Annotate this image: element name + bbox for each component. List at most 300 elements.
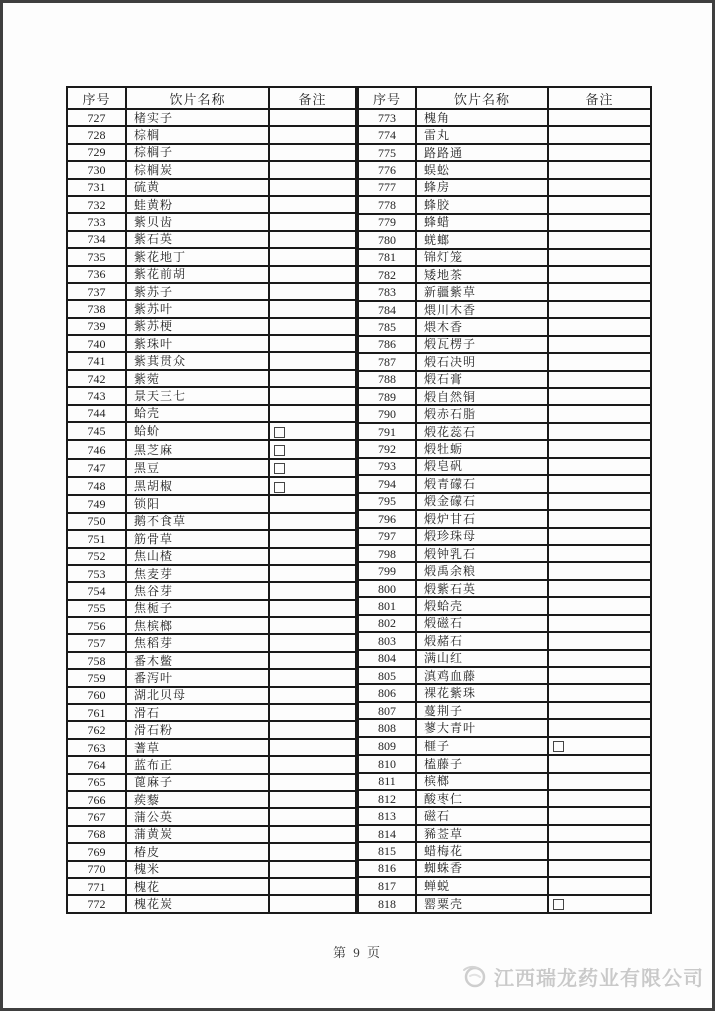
name-cell: 煅牡蛎 <box>416 440 548 457</box>
serial-cell: 735 <box>67 248 126 265</box>
remark-cell <box>548 196 651 213</box>
serial-cell: 746 <box>67 440 126 458</box>
remark-cell <box>269 704 356 721</box>
remark-cell <box>269 895 356 913</box>
remark-cell <box>548 667 651 684</box>
header-name: 饮片名称 <box>126 87 269 109</box>
remark-cell <box>548 179 651 196</box>
name-cell: 槐花 <box>126 878 269 895</box>
table-row <box>67 617 356 634</box>
name-cell: 罂粟壳 <box>416 895 548 913</box>
remark-cell <box>548 615 651 632</box>
header-row <box>67 87 356 109</box>
checkbox-icon[interactable] <box>274 445 285 456</box>
remark-cell <box>269 878 356 895</box>
table-row <box>67 530 356 547</box>
remark-cell <box>548 493 651 510</box>
remark-cell <box>269 600 356 617</box>
header-row <box>358 87 651 109</box>
remark-cell <box>269 687 356 704</box>
remark-cell <box>548 336 651 353</box>
serial-cell: 743 <box>67 387 126 404</box>
remark-cell <box>548 755 651 772</box>
table-row <box>67 634 356 651</box>
table-row <box>358 895 651 913</box>
name-cell: 槟榔 <box>416 773 548 790</box>
serial-cell: 799 <box>358 562 416 579</box>
name-cell: 棕榈 <box>126 126 269 143</box>
name-cell: 蒲黄炭 <box>126 826 269 843</box>
table-row <box>358 702 651 719</box>
table-row <box>358 388 651 405</box>
table-row <box>67 109 356 126</box>
serial-cell: 808 <box>358 719 416 736</box>
remark-cell <box>548 825 651 842</box>
name-cell: 蜂胶 <box>416 196 548 213</box>
name-cell: 磁石 <box>416 807 548 824</box>
serial-cell: 814 <box>358 825 416 842</box>
name-cell: 雷丸 <box>416 126 548 143</box>
serial-cell: 766 <box>67 791 126 808</box>
name-cell: 蓼大青叶 <box>416 719 548 736</box>
name-cell: 煅皂矾 <box>416 458 548 475</box>
remark-cell <box>269 617 356 634</box>
remark-cell <box>548 458 651 475</box>
table-row <box>67 231 356 248</box>
table-row <box>358 545 651 562</box>
serial-cell: 727 <box>67 109 126 126</box>
name-cell: 鹅不食草 <box>126 513 269 530</box>
remark-cell <box>548 684 651 701</box>
remark-cell <box>548 650 651 667</box>
serial-cell: 732 <box>67 196 126 213</box>
serial-cell: 787 <box>358 353 416 370</box>
remark-cell <box>269 495 356 512</box>
name-cell: 槐米 <box>126 861 269 878</box>
serial-cell: 741 <box>67 352 126 369</box>
header-name: 饮片名称 <box>416 87 548 109</box>
remark-cell <box>269 669 356 686</box>
name-cell: 槐角 <box>416 109 548 126</box>
remark-cell <box>548 475 651 492</box>
serial-cell: 798 <box>358 545 416 562</box>
table-row <box>358 719 651 736</box>
remark-cell <box>548 807 651 824</box>
company-name: 江西瑞龙药业有限公司 <box>494 967 704 990</box>
serial-cell: 742 <box>67 370 126 387</box>
remark-cell <box>269 634 356 651</box>
remark-cell <box>548 790 651 807</box>
remark-cell <box>269 808 356 825</box>
remark-cell <box>548 702 651 719</box>
remark-cell <box>269 477 356 495</box>
serial-cell: 782 <box>358 266 416 283</box>
remark-cell <box>269 266 356 283</box>
serial-cell: 794 <box>358 475 416 492</box>
table-row <box>358 126 651 143</box>
serial-cell: 810 <box>358 755 416 772</box>
remark-cell <box>548 126 651 143</box>
table-row <box>67 161 356 178</box>
remark-cell <box>269 248 356 265</box>
serial-cell: 796 <box>358 510 416 527</box>
serial-cell: 772 <box>67 895 126 913</box>
remark-cell <box>269 774 356 791</box>
remark-cell <box>548 510 651 527</box>
serial-cell: 815 <box>358 842 416 859</box>
table-row <box>67 582 356 599</box>
name-cell: 滑石 <box>126 704 269 721</box>
remark-cell <box>269 387 356 404</box>
serial-cell: 760 <box>67 687 126 704</box>
name-cell: 锁阳 <box>126 495 269 512</box>
remark-cell <box>548 214 651 231</box>
remark-cell <box>269 721 356 738</box>
serial-cell: 751 <box>67 530 126 547</box>
name-cell: 裸花紫珠 <box>416 684 548 701</box>
name-cell: 焦槟榔 <box>126 617 269 634</box>
serial-cell: 734 <box>67 231 126 248</box>
serial-cell: 793 <box>358 458 416 475</box>
table-row <box>358 179 651 196</box>
remark-cell <box>548 266 651 283</box>
name-cell: 紫苏叶 <box>126 300 269 317</box>
name-cell: 锦灯笼 <box>416 249 548 266</box>
table-row <box>358 405 651 422</box>
name-cell: 蓍草 <box>126 739 269 756</box>
table-row <box>358 371 651 388</box>
table-row <box>358 842 651 859</box>
name-cell: 紫石英 <box>126 231 269 248</box>
checkbox-icon[interactable] <box>553 741 564 752</box>
table-row <box>358 266 651 283</box>
table-row <box>358 755 651 772</box>
name-cell: 蛙黄粉 <box>126 196 269 213</box>
serial-cell: 753 <box>67 565 126 582</box>
table-row <box>67 774 356 791</box>
checkbox-icon[interactable] <box>274 427 285 438</box>
name-cell: 棕榈子 <box>126 144 269 161</box>
name-cell: 椿皮 <box>126 843 269 860</box>
name-cell: 榧子 <box>416 737 548 755</box>
checkbox-icon[interactable] <box>553 899 564 910</box>
table-row <box>358 475 651 492</box>
table-row <box>358 860 651 877</box>
company-logo-icon <box>460 961 490 991</box>
remark-cell <box>548 773 651 790</box>
name-cell: 筋骨草 <box>126 530 269 547</box>
table-row <box>67 126 356 143</box>
serial-cell: 771 <box>67 878 126 895</box>
serial-cell: 811 <box>358 773 416 790</box>
name-cell: 豨莶草 <box>416 825 548 842</box>
serial-cell: 759 <box>67 669 126 686</box>
remark-cell <box>269 861 356 878</box>
name-cell: 紫花地丁 <box>126 248 269 265</box>
table-row <box>67 600 356 617</box>
table-row <box>67 808 356 825</box>
table-row <box>67 266 356 283</box>
name-cell: 蔓荆子 <box>416 702 548 719</box>
name-cell: 煅紫石英 <box>416 580 548 597</box>
right-table-body <box>358 109 651 913</box>
serial-cell: 786 <box>358 336 416 353</box>
name-cell: 蒺藜 <box>126 791 269 808</box>
medicine-table-area <box>66 86 652 914</box>
remark-cell <box>548 737 651 755</box>
remark-cell <box>269 335 356 352</box>
remark-cell <box>548 161 651 178</box>
remark-cell <box>269 826 356 843</box>
serial-cell: 804 <box>358 650 416 667</box>
table-row <box>67 213 356 230</box>
remark-cell <box>269 565 356 582</box>
name-cell: 煅石膏 <box>416 371 548 388</box>
table-row <box>67 283 356 300</box>
table-row <box>358 353 651 370</box>
remark-cell <box>269 283 356 300</box>
table-row <box>67 687 356 704</box>
serial-cell: 750 <box>67 513 126 530</box>
remark-cell <box>269 213 356 230</box>
table-row <box>67 352 356 369</box>
remark-cell <box>269 756 356 773</box>
name-cell: 矮地茶 <box>416 266 548 283</box>
table-row <box>358 580 651 597</box>
serial-cell: 756 <box>67 617 126 634</box>
remark-cell <box>548 231 651 248</box>
name-cell: 蜂房 <box>416 179 548 196</box>
table-row <box>67 704 356 721</box>
header-remark: 备注 <box>269 87 356 109</box>
remark-cell <box>548 545 651 562</box>
header-serial: 序号 <box>67 87 126 109</box>
serial-cell: 764 <box>67 756 126 773</box>
serial-cell: 770 <box>67 861 126 878</box>
serial-cell: 747 <box>67 459 126 477</box>
serial-cell: 812 <box>358 790 416 807</box>
right-table-header <box>358 87 651 109</box>
table-row <box>358 807 651 824</box>
name-cell: 槐花炭 <box>126 895 269 913</box>
table-row <box>67 370 356 387</box>
name-cell: 黑胡椒 <box>126 477 269 495</box>
name-cell: 焦稻芽 <box>126 634 269 651</box>
table-row <box>358 109 651 126</box>
name-cell: 景天三七 <box>126 387 269 404</box>
checkbox-icon[interactable] <box>274 463 285 474</box>
serial-cell: 800 <box>358 580 416 597</box>
name-cell: 煨木香 <box>416 318 548 335</box>
table-row <box>358 336 651 353</box>
serial-cell: 790 <box>358 405 416 422</box>
name-cell: 蝉蜕 <box>416 877 548 894</box>
table-row <box>358 249 651 266</box>
name-cell: 煅磁石 <box>416 615 548 632</box>
remark-cell <box>269 652 356 669</box>
remark-cell <box>269 318 356 335</box>
name-cell: 蒲公英 <box>126 808 269 825</box>
serial-cell: 817 <box>358 877 416 894</box>
serial-cell: 784 <box>358 301 416 318</box>
serial-cell: 763 <box>67 739 126 756</box>
table-row <box>358 161 651 178</box>
table-row <box>67 861 356 878</box>
table-row <box>67 565 356 582</box>
table-row <box>358 458 651 475</box>
remark-cell <box>548 842 651 859</box>
remark-cell <box>548 632 651 649</box>
name-cell: 蜘蛛香 <box>416 860 548 877</box>
name-cell: 新疆紫草 <box>416 283 548 300</box>
table-row <box>67 495 356 512</box>
serial-cell: 762 <box>67 721 126 738</box>
table-row <box>67 756 356 773</box>
serial-cell: 765 <box>67 774 126 791</box>
serial-cell: 773 <box>358 109 416 126</box>
serial-cell: 792 <box>358 440 416 457</box>
name-cell: 煅钟乳石 <box>416 545 548 562</box>
name-cell: 酸枣仁 <box>416 790 548 807</box>
remark-cell <box>269 405 356 422</box>
serial-cell: 775 <box>358 144 416 161</box>
name-cell: 煅花蕊石 <box>416 423 548 440</box>
name-cell: 煅瓦楞子 <box>416 336 548 353</box>
remark-cell <box>269 126 356 143</box>
table-row <box>358 440 651 457</box>
right-table <box>357 86 652 914</box>
table-row <box>67 300 356 317</box>
header-serial: 序号 <box>358 87 416 109</box>
table-row <box>358 144 651 161</box>
name-cell: 黑芝麻 <box>126 440 269 458</box>
name-cell: 棕榈炭 <box>126 161 269 178</box>
remark-cell <box>548 895 651 913</box>
serial-cell: 736 <box>67 266 126 283</box>
remark-cell <box>269 548 356 565</box>
remark-cell <box>548 562 651 579</box>
serial-cell: 744 <box>67 405 126 422</box>
table-row <box>358 493 651 510</box>
serial-cell: 785 <box>358 318 416 335</box>
remark-cell <box>548 318 651 335</box>
name-cell: 滇鸡血藤 <box>416 667 548 684</box>
remark-cell <box>269 161 356 178</box>
serial-cell: 807 <box>358 702 416 719</box>
table-row <box>67 721 356 738</box>
name-cell: 紫花前胡 <box>126 266 269 283</box>
serial-cell: 797 <box>358 528 416 545</box>
table-row <box>358 562 651 579</box>
table-row <box>67 318 356 335</box>
table-row <box>67 144 356 161</box>
table-row <box>67 895 356 913</box>
serial-cell: 813 <box>358 807 416 824</box>
table-row <box>67 548 356 565</box>
serial-cell: 761 <box>67 704 126 721</box>
name-cell: 滑石粉 <box>126 721 269 738</box>
table-row <box>358 684 651 701</box>
name-cell: 蛤蚧 <box>126 422 269 440</box>
name-cell: 煅赭石 <box>416 632 548 649</box>
remark-cell <box>269 459 356 477</box>
serial-cell: 754 <box>67 582 126 599</box>
serial-cell: 745 <box>67 422 126 440</box>
name-cell: 路路通 <box>416 144 548 161</box>
remark-cell <box>548 144 651 161</box>
serial-cell: 730 <box>67 161 126 178</box>
table-row <box>358 615 651 632</box>
name-cell: 焦山楂 <box>126 548 269 565</box>
remark-cell <box>269 422 356 440</box>
name-cell: 紫贝齿 <box>126 213 269 230</box>
left-table-body <box>67 109 356 913</box>
table-row <box>358 877 651 894</box>
remark-cell <box>269 530 356 547</box>
table-row <box>67 422 356 440</box>
name-cell: 黑豆 <box>126 459 269 477</box>
name-cell: 紫菀 <box>126 370 269 387</box>
remark-cell <box>548 580 651 597</box>
table-row <box>358 528 651 545</box>
left-table <box>66 86 357 914</box>
name-cell: 紫珠叶 <box>126 335 269 352</box>
serial-cell: 768 <box>67 826 126 843</box>
table-row <box>358 318 651 335</box>
remark-cell <box>548 528 651 545</box>
table-row <box>67 477 356 495</box>
name-cell: 硫黄 <box>126 179 269 196</box>
table-row <box>67 878 356 895</box>
table-row <box>67 196 356 213</box>
name-cell: 焦谷芽 <box>126 582 269 599</box>
serial-cell: 780 <box>358 231 416 248</box>
serial-cell: 791 <box>358 423 416 440</box>
company-watermark <box>460 961 704 991</box>
table-row <box>67 459 356 477</box>
serial-cell: 740 <box>67 335 126 352</box>
serial-cell: 781 <box>358 249 416 266</box>
left-table-header <box>67 87 356 109</box>
name-cell: 满山红 <box>416 650 548 667</box>
serial-cell: 795 <box>358 493 416 510</box>
remark-cell <box>548 597 651 614</box>
serial-cell: 749 <box>67 495 126 512</box>
name-cell: 煅禹余粮 <box>416 562 548 579</box>
table-row <box>358 650 651 667</box>
table-row <box>358 214 651 231</box>
remark-cell <box>548 860 651 877</box>
remark-cell <box>269 196 356 213</box>
table-row <box>67 405 356 422</box>
remark-cell <box>269 231 356 248</box>
serial-cell: 733 <box>67 213 126 230</box>
table-row <box>67 739 356 756</box>
serial-cell: 739 <box>67 318 126 335</box>
remark-cell <box>269 300 356 317</box>
remark-cell <box>548 405 651 422</box>
remark-cell <box>548 440 651 457</box>
name-cell: 焦麦芽 <box>126 565 269 582</box>
name-cell: 楮实子 <box>126 109 269 126</box>
table-row <box>358 283 651 300</box>
serial-cell: 805 <box>358 667 416 684</box>
serial-cell: 774 <box>358 126 416 143</box>
remark-cell <box>269 144 356 161</box>
checkbox-icon[interactable] <box>274 482 285 493</box>
table-row <box>358 301 651 318</box>
remark-cell <box>548 423 651 440</box>
